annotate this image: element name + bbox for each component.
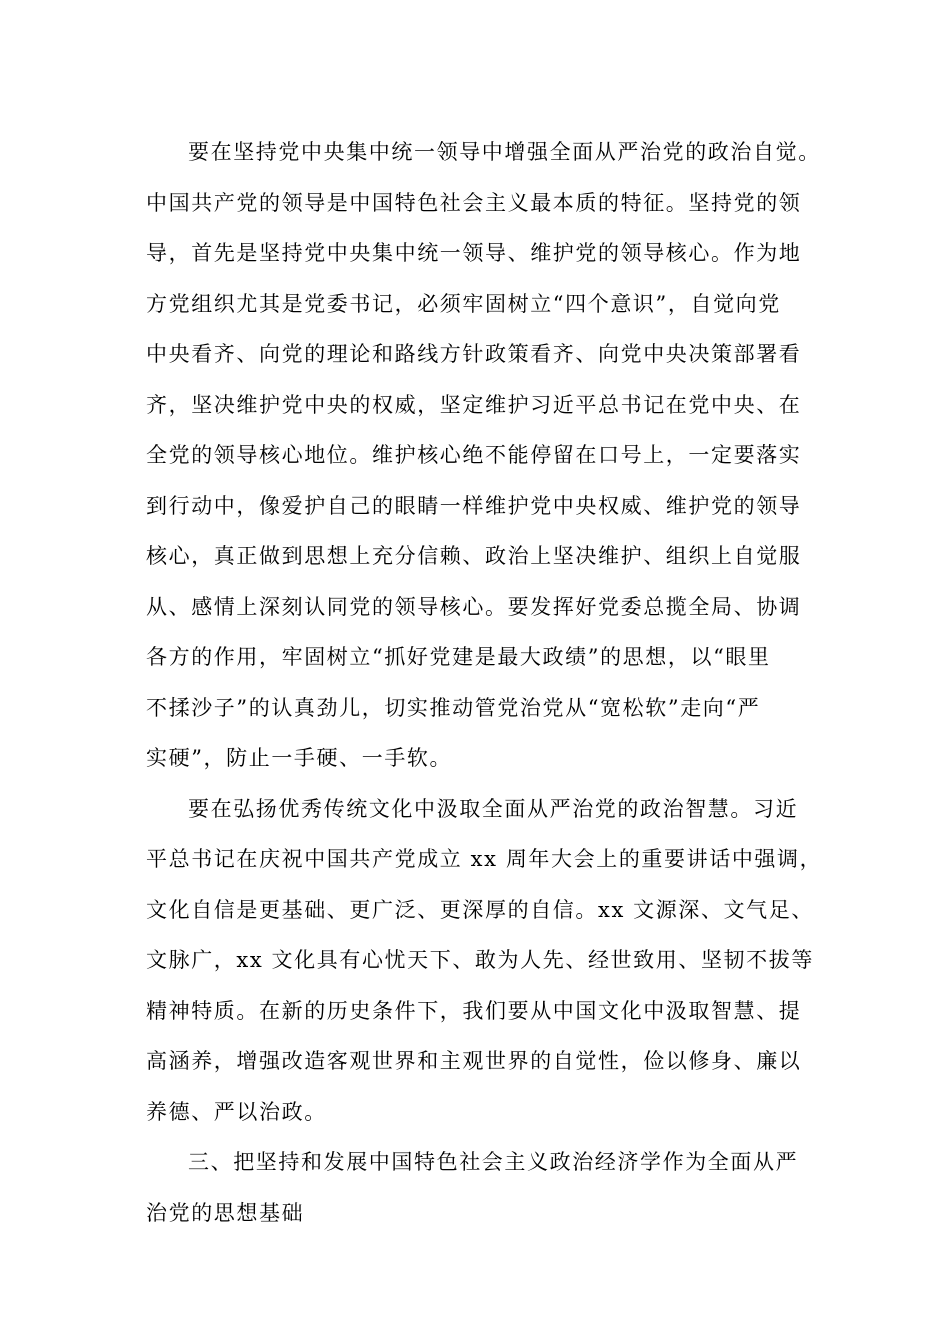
text-line: 各方的作用，牢固树立“抓好党建是最大政绩”的思想，以“眼里 [146, 645, 771, 669]
text-line: 导，首先是坚持党中央集中统一领导、维护党的领导核心。作为地 [146, 241, 802, 265]
section-heading-three [146, 1137, 806, 1238]
text-line: 高涵养，增强改造客观世界和主观世界的自觉性，俭以修身、廉以 [146, 1049, 802, 1073]
text-line: 养德、严以治政。 [146, 1099, 327, 1124]
text-line: 平总书记在庆祝中国共产党成立 xx 周年大会上的重要讲话中强调， [146, 847, 823, 871]
document-body [146, 127, 823, 1238]
text-line: 方党组织尤其是党委书记，必须牢固树立“四个意识”，自觉向党 [146, 291, 781, 316]
text-line: 中央看齐、向党的理论和路线方针政策看齐、向党中央决策部署看 [146, 342, 802, 366]
text-line: 三、把坚持和发展中国特色社会主义政治经济学作为全面从严 [188, 1150, 799, 1174]
text-line: 全党的领导核心地位。维护核心绝不能停留在口号上，一定要落实 [146, 443, 802, 467]
text-line: 从、感情上深刻认同党的领导核心。要发挥好党委总揽全局、协调 [146, 594, 802, 619]
paragraph-political-wisdom [146, 784, 823, 1138]
text-line: 核心，真正做到思想上充分信赖、政治上坚决维护、组织上自觉服 [146, 544, 802, 568]
text-line: 不揉沙子”的认真劲儿，切实推动管党治党从“宽松软”走向“严 [146, 695, 761, 720]
text-line: 精神特质。在新的历史条件下，我们要从中国文化中汲取智慧、提 [146, 998, 802, 1023]
text-line: 治党的思想基础 [146, 1200, 305, 1225]
text-line: 文脉广，xx 文化具有心忧天下、敢为人先、经世致用、坚韧不拔等 [146, 948, 814, 972]
text-line: 实硬”，防止一手硬、一手软。 [146, 746, 453, 770]
text-line: 文化自信是更基础、更广泛、更深厚的自信。xx 文源深、文气足、 [146, 897, 814, 922]
text-line: 要在弘扬优秀传统文化中汲取全面从严治党的政治智慧。习近 [188, 796, 799, 821]
text-line: 中国共产党的领导是中国特色社会主义最本质的特征。坚持党的领 [146, 190, 802, 215]
text-line: 齐，坚决维护党中央的权威，坚定维护习近平总书记在党中央、在 [146, 392, 802, 417]
paragraph-political-consciousness [146, 127, 821, 784]
text-line: 要在坚持党中央集中统一领导中增强全面从严治党的政治自觉。 [188, 140, 821, 164]
text-line: 到行动中，像爱护自己的眼睛一样维护党中央权威、维护党的领导 [146, 493, 802, 518]
